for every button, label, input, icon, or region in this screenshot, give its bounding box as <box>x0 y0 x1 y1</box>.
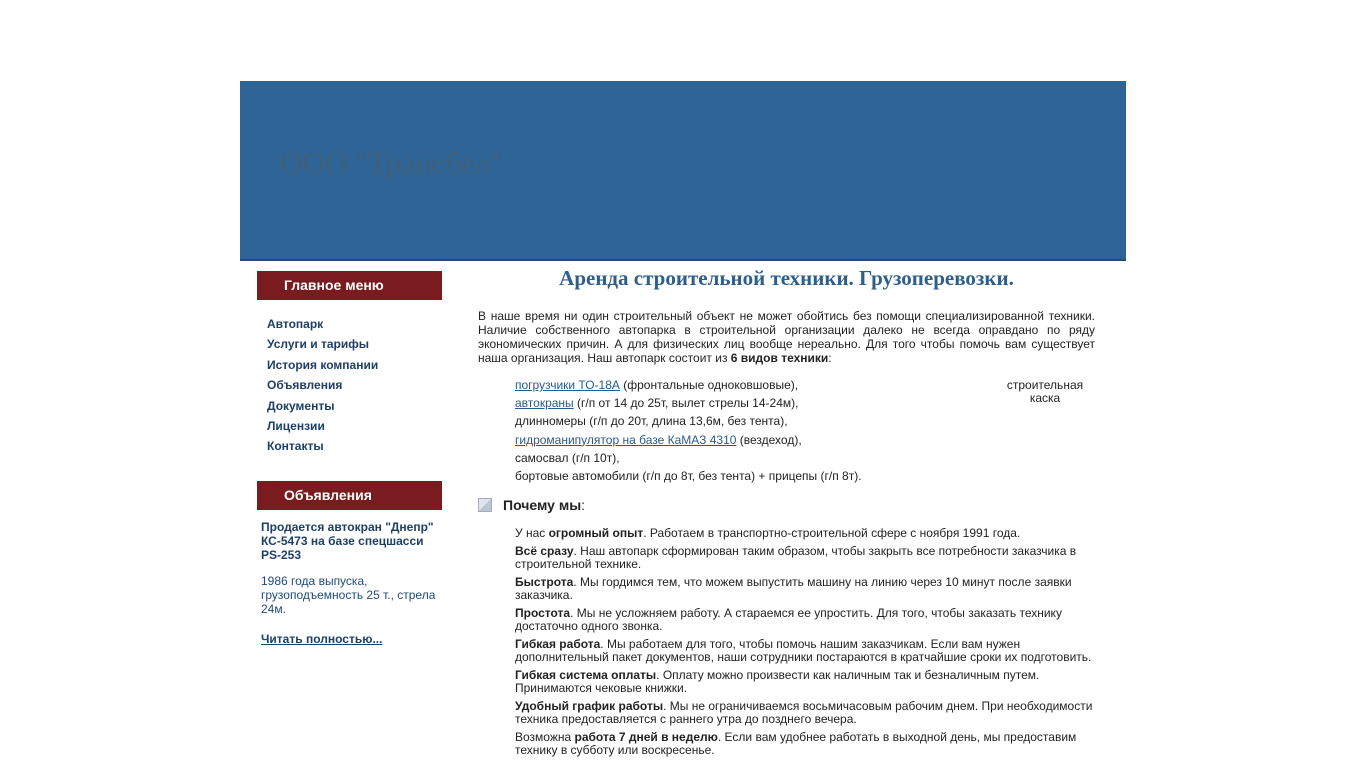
reason-item <box>515 527 1095 540</box>
reason-bold: Гибкая система оплаты <box>515 668 657 682</box>
menu-item-label[interactable]: Услуги и тарифы <box>267 337 369 352</box>
reason-item <box>515 545 1095 571</box>
reason-bold: Удобный график работы <box>515 699 664 713</box>
announcement-headline: Продается автокран "Днепр" КС-5473 на базе спецшасси PS-253 <box>261 519 434 562</box>
site-title[interactable]: ООО "Трансбел" <box>280 145 503 180</box>
main-content <box>478 265 1095 762</box>
reason-post: . Мы не усложняем работу. А стараемся ее упростить. Для того, чтобы заказать технику достаточно одного звонка. <box>515 606 1062 633</box>
reason-bold: работа 7 дней в неделю <box>574 730 718 744</box>
menu-item-history[interactable] <box>267 355 442 375</box>
menu-item-label[interactable]: Документы <box>267 398 335 413</box>
reasons-list <box>478 527 1095 757</box>
vehicle-link-cranes[interactable]: автокраны <box>515 396 574 411</box>
reason-item <box>515 607 1095 633</box>
why-us-label: Почему мы <box>503 497 582 513</box>
read-more-link[interactable]: Читать полностью... <box>261 631 383 646</box>
menu-item-licenses[interactable] <box>267 416 442 436</box>
vehicle-desc: (вездеход), <box>736 432 802 447</box>
reason-post: . Мы работаем для того, чтобы помочь нашим заказчикам. Если вам нужен дополнительный пакет документов, наши сотрудники постараются в кратчайшие сроки их подготовить. <box>515 637 1092 664</box>
announcements-module <box>257 481 442 646</box>
vehicle-item <box>515 412 1095 430</box>
vehicle-desc: (фронтальные одноковшовые), <box>619 378 799 392</box>
vehicle-section <box>478 376 1095 484</box>
intro-paragraph <box>478 309 1095 365</box>
helmet-image-alt: строительная каска <box>1006 378 1084 405</box>
vehicle-item <box>515 431 1095 449</box>
vehicle-link-manipulator[interactable]: гидроманипулятор на базе КаМАЗ 4310 <box>515 432 737 447</box>
reason-item <box>515 638 1095 664</box>
reason-bold: Гибкая работа <box>515 637 601 651</box>
reason-bold: Всё сразу <box>515 544 574 558</box>
reason-post: . Мы не ограничиваемся восьмичасовым рабочим днем. При необходимости техника предоставляется с раннего утра до позднего вечера. <box>515 699 1093 726</box>
menu-item-label[interactable]: Контакты <box>267 439 324 454</box>
vehicle-desc: самосвал (г/п 10т), <box>515 450 620 465</box>
sidebar <box>257 271 442 646</box>
intro-end: : <box>828 351 832 365</box>
page-title: Аренда строительной техники. Грузоперевозки. <box>559 266 1014 290</box>
reason-pre: У нас <box>515 526 549 540</box>
reason-post: . Если вам удобнее работать в выходной день, мы предоставим технику в субботу или воскресенье. <box>515 730 1077 757</box>
main-menu <box>257 300 442 457</box>
announcement-item <box>257 510 442 646</box>
site-header <box>240 81 1126 261</box>
why-us-heading <box>478 495 1095 515</box>
vehicle-desc: длинномеры (г/п до 20т, длина 13,6м, без тента), <box>515 414 788 429</box>
broken-image-icon <box>478 498 492 512</box>
intro-bold: 6 видов техники <box>730 351 829 365</box>
menu-item-announcements[interactable] <box>267 375 442 395</box>
reason-item <box>515 731 1095 757</box>
menu-item-label[interactable]: История компании <box>267 357 379 372</box>
reason-post: . Мы гордимся тем, что можем выпустить машину на линию через 10 минут после заявки заказчика. <box>515 575 1072 602</box>
menu-item-services[interactable] <box>267 334 442 354</box>
vehicle-desc: (г/п от 14 до 25т, вылет стрелы 14-24м), <box>573 396 799 411</box>
menu-item-autopark[interactable] <box>267 314 442 334</box>
reason-bold: Простота <box>515 606 571 620</box>
vehicle-desc: бортовые автомобили (г/п до 8т, без тента) + прицепы (г/п 8т). <box>515 469 862 484</box>
announcements-title: Объявления <box>257 481 442 510</box>
announcement-text: 1986 года выпуска, грузоподъемность 25 т., стрела 24м. <box>261 573 436 616</box>
reason-bold: Быстрота <box>515 575 574 589</box>
vehicle-item <box>515 449 1095 467</box>
reason-item <box>515 700 1095 726</box>
menu-item-documents[interactable] <box>267 396 442 416</box>
why-us-colon: : <box>581 497 586 513</box>
helmet-image-placeholder <box>995 379 1095 405</box>
reason-bold: огромный опыт <box>548 526 644 540</box>
reason-item <box>515 669 1095 695</box>
reason-item <box>515 576 1095 602</box>
menu-item-contacts[interactable] <box>267 436 442 456</box>
menu-item-label[interactable]: Лицензии <box>267 418 325 433</box>
reason-pre: Возможна <box>515 730 575 744</box>
menu-item-label[interactable]: Объявления <box>267 378 343 393</box>
reason-post: . Наш автопарк сформирован таким образом, чтобы закрыть все потребности заказчика в строительной технике. <box>515 544 1077 571</box>
vehicle-item <box>515 467 1095 485</box>
reason-post: . Оплату можно произвести как наличным так и безналичным путем. Принимаются чековые книжки. <box>515 668 1040 695</box>
vehicle-link-loaders[interactable]: погрузчики ТО-18А <box>515 378 620 392</box>
reason-post: . Работаем в транспортно-строительной сфере с ноября 1991 года. <box>643 526 1021 540</box>
intro-text: В наше время ни один строительный объект не может обойтись без помощи специализированной техники. Наличие собственного автопарка в строительной организации далеко не всегда оправдано по ряду экономических причин. А для физических лиц вообще нереально. Для того чтобы помочь вам существует наша организация. Наш автопарк состоит из <box>478 309 1095 365</box>
main-menu-title: Главное меню <box>257 271 442 300</box>
menu-item-label[interactable]: Автопарк <box>267 317 324 331</box>
